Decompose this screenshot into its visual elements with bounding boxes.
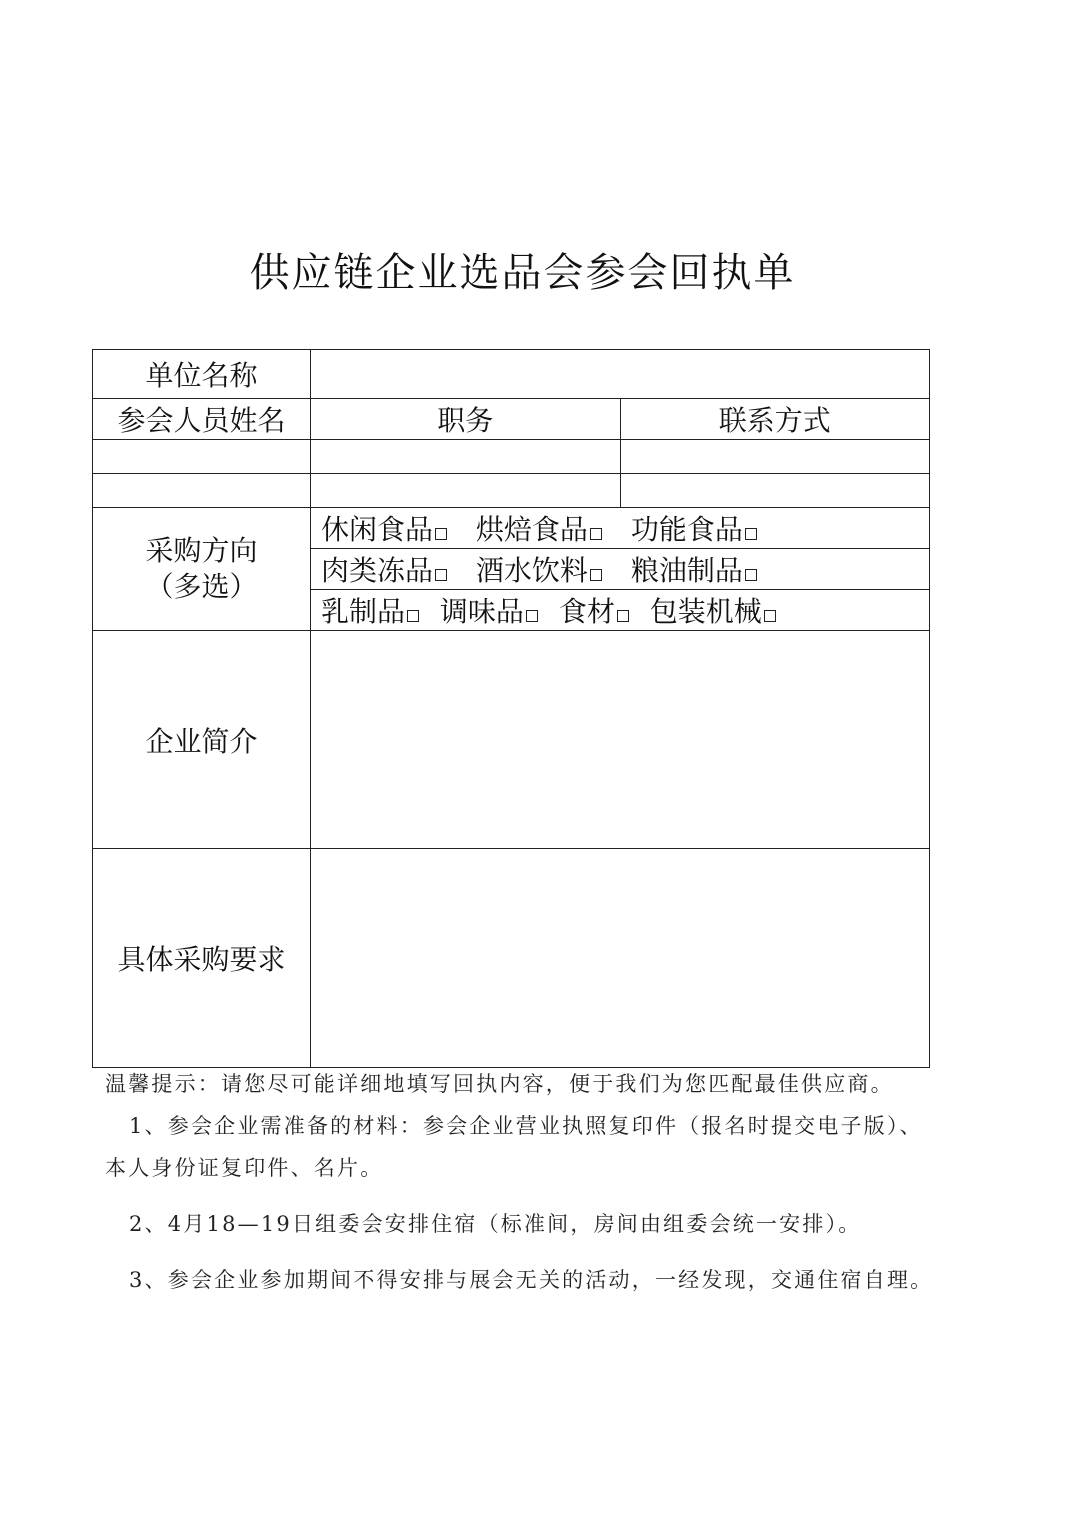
attendee-row — [93, 474, 930, 508]
procurement-row — [93, 508, 930, 549]
position-label: 职务 — [311, 399, 621, 440]
option-beverages[interactable] — [476, 554, 602, 587]
option-label: 调味品 — [439, 595, 524, 628]
page-title: 供应链企业选品会参会回执单 — [249, 250, 796, 296]
option-packaging-machinery[interactable] — [650, 595, 776, 628]
option-frozen-meat[interactable] — [321, 554, 447, 587]
attendee-position-field[interactable] — [311, 474, 621, 508]
attendee-contact-field[interactable] — [620, 474, 930, 508]
option-label: 粮油制品 — [630, 554, 743, 587]
unit-name-row — [93, 350, 930, 399]
procurement-options-line-2 — [311, 549, 930, 590]
checkbox[interactable] — [526, 610, 538, 622]
procurement-label-line1: 采购方向 — [145, 534, 258, 567]
company-intro-label: 企业简介 — [93, 631, 311, 849]
attendee-header-row — [93, 399, 930, 440]
checkbox[interactable] — [745, 569, 757, 581]
note-item-1-line-2: 本人身份证复印件、名片。 — [105, 1156, 384, 1180]
option-functional-food[interactable] — [631, 513, 757, 546]
requirements-label: 具体采购要求 — [93, 849, 311, 1068]
checkbox[interactable] — [745, 528, 757, 540]
option-grain-oil[interactable] — [631, 554, 757, 587]
note-item-3: 3、参会企业参加期间不得安排与展会无关的活动，一经发现，交通住宿自理。 — [129, 1268, 934, 1292]
note-item-1-line-1: 1、参会企业需准备的材料：参会企业营业执照复印件（报名时提交电子版）、 — [129, 1114, 923, 1138]
attendee-contact-field[interactable] — [620, 440, 930, 474]
tip-text: 温馨提示：请您尽可能详细地填写回执内容，便于我们为您匹配最佳供应商。 — [105, 1072, 894, 1096]
checkbox[interactable] — [590, 528, 602, 540]
checkbox[interactable] — [407, 610, 419, 622]
contact-label: 联系方式 — [620, 399, 930, 440]
attendee-name-label: 参会人员姓名 — [93, 399, 311, 440]
option-label: 酒水饮料 — [475, 554, 588, 587]
option-label: 功能食品 — [630, 513, 743, 546]
option-seasoning[interactable] — [440, 595, 538, 628]
checkbox[interactable] — [764, 610, 776, 622]
option-label: 乳制品 — [321, 595, 406, 628]
checkbox[interactable] — [617, 610, 629, 622]
option-label: 食材 — [558, 595, 615, 628]
option-label: 烘焙食品 — [475, 513, 588, 546]
option-dairy[interactable] — [321, 595, 419, 628]
option-label: 包装机械 — [649, 595, 762, 628]
note-item-2: 2、4月18—19日组委会安排住宿（标准间，房间由组委会统一安排）。 — [129, 1212, 862, 1236]
attendee-name-field[interactable] — [93, 440, 311, 474]
procurement-options-line-3 — [311, 590, 930, 631]
procurement-options-line-1 — [311, 508, 930, 549]
option-bakery-food[interactable] — [476, 513, 602, 546]
checkbox[interactable] — [435, 528, 447, 540]
registration-form-table — [92, 349, 930, 1068]
option-label: 肉类冻品 — [321, 554, 434, 587]
unit-name-label: 单位名称 — [93, 350, 311, 399]
attendee-name-field[interactable] — [93, 474, 311, 508]
requirements-field[interactable] — [311, 849, 930, 1068]
attendee-row — [93, 440, 930, 474]
option-label: 休闲食品 — [321, 513, 434, 546]
requirements-row — [93, 849, 930, 1068]
procurement-label — [93, 508, 311, 631]
procurement-label-line2: （多选） — [145, 570, 258, 603]
checkbox[interactable] — [435, 569, 447, 581]
option-snack-food[interactable] — [321, 513, 447, 546]
company-intro-field[interactable] — [311, 631, 930, 849]
attendee-position-field[interactable] — [311, 440, 621, 474]
checkbox[interactable] — [590, 569, 602, 581]
unit-name-field[interactable] — [311, 350, 930, 399]
company-intro-row — [93, 631, 930, 849]
option-ingredients[interactable] — [559, 595, 629, 628]
